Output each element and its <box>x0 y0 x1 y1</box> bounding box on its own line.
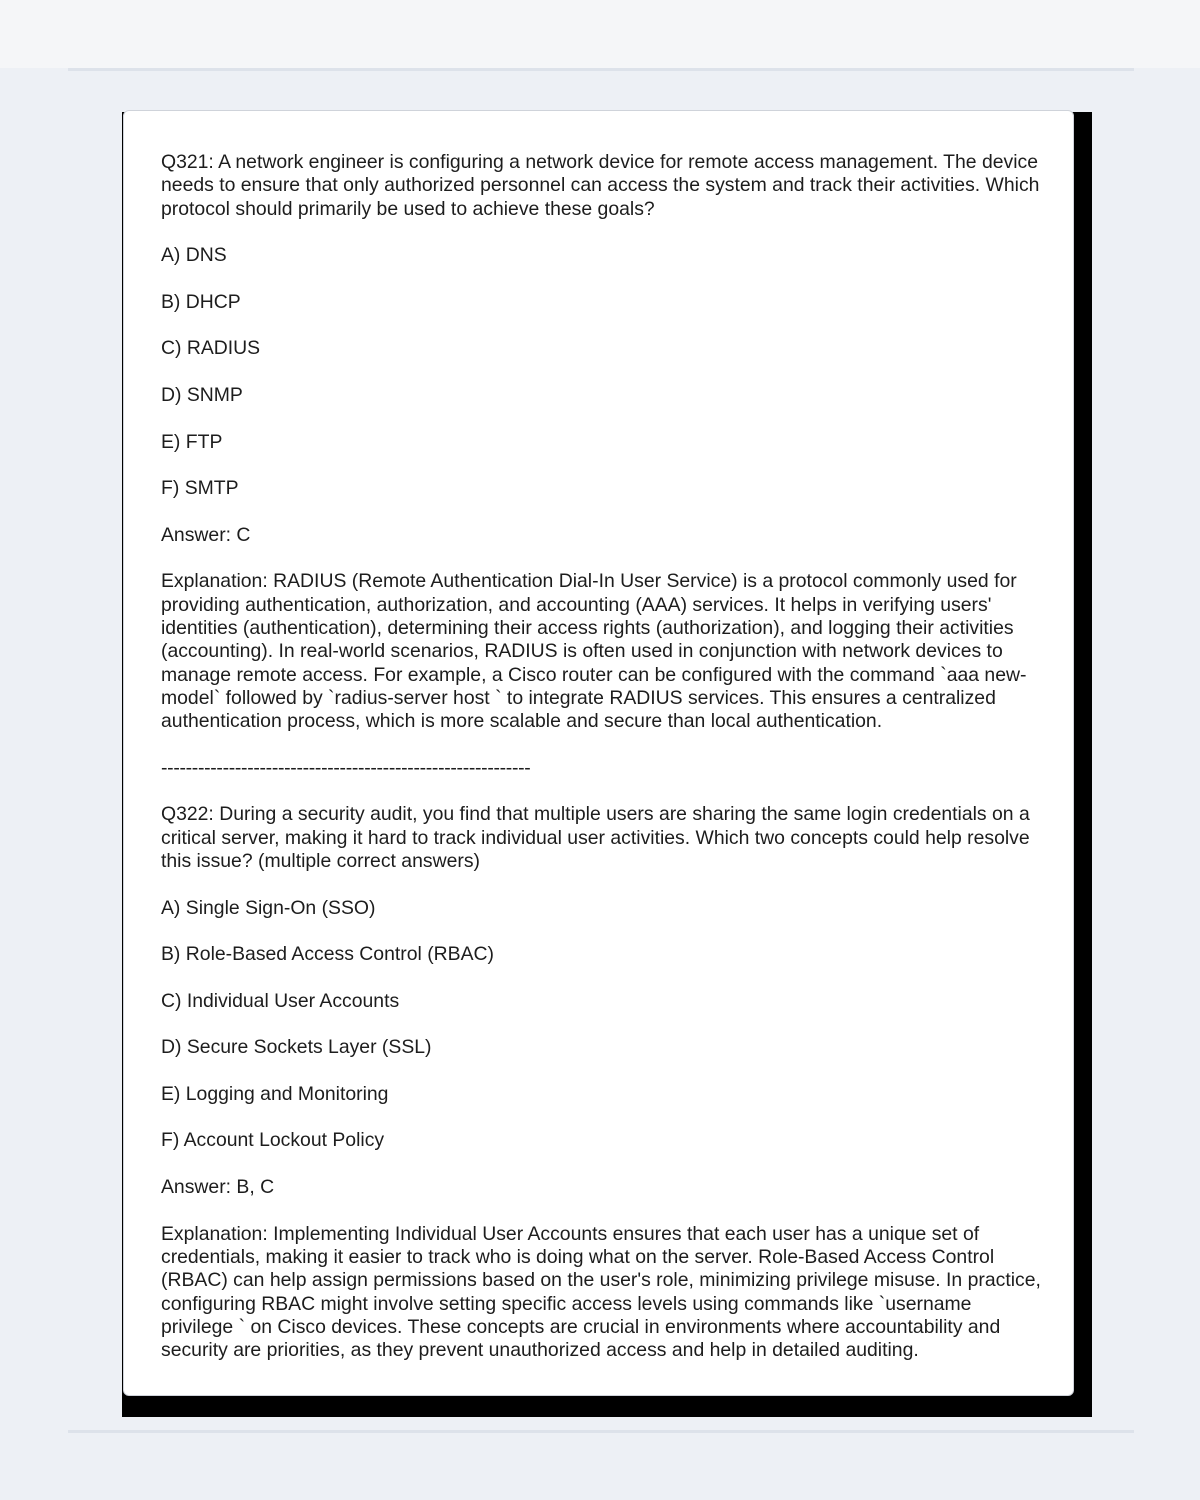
option-e: E) Logging and Monitoring <box>161 1082 389 1105</box>
answer-text: Answer: B, C <box>161 1176 275 1199</box>
answer-text: Answer: C <box>161 523 251 546</box>
option-c: C) RADIUS <box>161 337 261 360</box>
option-a: A) Single Sign-On (SSO) <box>161 896 376 919</box>
option-f: F) SMTP <box>161 477 239 500</box>
top-divider <box>68 68 1134 71</box>
option-e: E) FTP <box>161 430 223 453</box>
option-d: D) SNMP <box>161 383 243 406</box>
option-f: F) Account Lockout Policy <box>161 1129 385 1152</box>
option-a: A) DNS <box>161 244 227 267</box>
question-text: Q321: A network engineer is configuring a network device for remote access management. The device needs to ensure that only authorized personnel can access the system and track their activities. Which protocol should primarily be used to achieve these goals? <box>161 151 1040 220</box>
option-b: B) DHCP <box>161 290 241 313</box>
top-bar <box>0 0 1200 68</box>
explanation-text: Explanation: Implementing Individual User Accounts ensures that each user has a unique set of credentials, making it easier to track who is doing what on the server. Role-Based Access Control (RBAC) can help assign permissions based on the user's role, minimizing privilege misuse. In practice, configuring RBAC might involve setting specific access levels using commands like `username privilege ` on Cisco devices. These concepts are crucial in environments where accountability and security are priorities, as they prevent unauthorized access and help in detailed auditing. <box>161 1222 1041 1362</box>
option-c: C) Individual User Accounts <box>161 989 400 1012</box>
option-b: B) Role-Based Access Control (RBAC) <box>161 943 494 966</box>
question-separator: ------------------------------------------------------------ <box>161 756 531 779</box>
page-content <box>161 151 1046 1386</box>
option-d: D) Secure Sockets Layer (SSL) <box>161 1036 432 1059</box>
question-text: Q322: During a security audit, you find that multiple users are sharing the same login credentials on a critical server, making it hard to track individual user activities. Which two concepts could help resolve this issue? (multiple correct answers) <box>161 803 1030 872</box>
document-page <box>123 110 1074 1396</box>
explanation-text: Explanation: RADIUS (Remote Authentication Dial-In User Service) is a protocol commonly used for providing authentication, authorization, and accounting (AAA) services. It helps in verifying users' identities (authentication), determining their access rights (authorization), and logging their activities (accounting). In real-world scenarios, RADIUS is often used in conjunction with network devices to manage remote access. For example, a Cisco router can be configured with the command `aaa new-model` followed by `radius-server host ` to integrate RADIUS services. This ensures a centralized authentication process, which is more scalable and secure than local authentication. <box>161 570 1027 733</box>
bottom-divider <box>68 1430 1134 1433</box>
